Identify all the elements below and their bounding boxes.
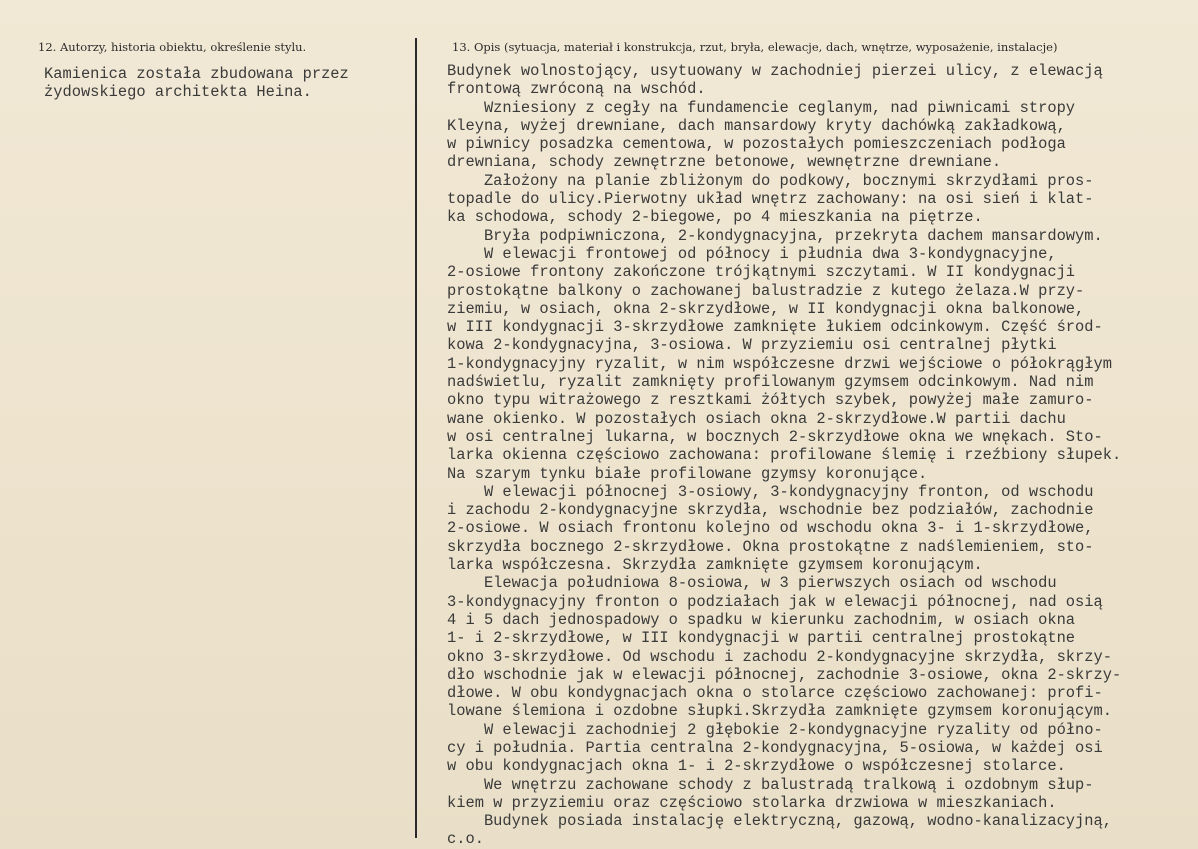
- section-13-heading: 13. Opis (sytuacja, materiał i konstrukcja, rzut, bryła, elewacje, dach, wnętrze, wyposażenie, instalacje): [452, 40, 1058, 54]
- text-line: Wzniesiony z cegły na fundamencie ceglanym, nad piwnicami stropy: [447, 98, 1076, 117]
- text-line: W elewacji północnej 3-osiowy, 3-kondygnacyjny fronton, od wschodu: [447, 482, 1094, 501]
- text-line: nadświetlu, ryzalit zamknięty profilowanym gzymsem odcinkowym. Nad nim: [447, 373, 1094, 392]
- text-line: topadle do ulicy.Pierwotny układ wnętrz zachowany: na osi sień i klat-: [447, 190, 1094, 209]
- text-line: i zachodu 2-kondygnacyjne skrzydła, wschodnie bez podziałów, zachodnie: [447, 501, 1094, 520]
- text-line: kowa 2-kondygnacyjna, 3-osiowa. W przyziemiu osi centralnej płytki: [447, 336, 1057, 355]
- text-line: skrzydła bocznego 2-skrzydłowe. Okna prostokątne z nadślemieniem, sto-: [447, 537, 1094, 556]
- text-line: Bryła podpiwniczona, 2-kondygnacyjna, przekryta dachem mansardowym.: [447, 226, 1103, 245]
- text-line: cy i południa. Partia centralna 2-kondygnacyjna, 5-osiowa, w każdej osi: [447, 738, 1103, 757]
- text-line: larka współczesna. Skrzydła zamknięte gzymsem koronującym.: [447, 556, 983, 575]
- description-text: [447, 62, 1121, 849]
- column-divider: [415, 38, 417, 838]
- text-line: Na szarym tynku białe profilowane gzymsy koronujące.: [447, 464, 928, 483]
- section-12-heading: 12. Autorzy, historia obiektu, określenie stylu.: [38, 40, 307, 54]
- authors-history-text: [44, 65, 349, 102]
- text-line: w III kondygnacji 3-skrzydłowe zamknięte łukiem odcinkowym. Część środ-: [447, 318, 1103, 337]
- text-line: W elewacji zachodniej 2 głębokie 2-kondygnacyjne ryzality od półno-: [447, 720, 1103, 739]
- text-line: okno typu witrażowego z resztkami żółtych szybek, powyżej małe zamuro-: [447, 391, 1094, 410]
- text-line: żydowskiego architekta Heina.: [44, 83, 312, 102]
- text-line: kiem w przyziemiu oraz częściowo stolarka drzwiowa w mieszkaniach.: [447, 793, 1057, 812]
- text-line: drewniana, schody zewnętrzne betonowe, wewnętrzne drewniane.: [447, 153, 1002, 172]
- text-line: wane okienko. W pozostałych osiach okna 2-skrzydłowe.W partii dachu: [447, 409, 1066, 428]
- text-line: w osi centralnej lukarna, w bocznych 2-skrzydłowe okna we wnękach. Sto-: [447, 427, 1103, 446]
- text-line: okno 3-skrzydłowe. Od wschodu i zachodu 2-kondygnacyjne skrzydła, skrzy-: [447, 647, 1112, 666]
- text-line: ziemiu, w osiach, okna 2-skrzydłowe, w II kondygnacji okna balkonowe,: [447, 299, 1085, 318]
- text-line: 1-kondygnacyjny ryzalit, w nim współczesne drzwi wejściowe o półokrągłym: [447, 354, 1112, 373]
- text-line: Założony na planie zbliżonym do podkowy, bocznymi skrzydłami pros-: [447, 171, 1094, 190]
- text-line: w piwnicy posadzka cementowa, w pozostałych pomieszczeniach podłoga: [447, 135, 1066, 154]
- text-line: 1- i 2-skrzydłowe, w III kondygnacji w partii centralnej prostokątne: [447, 629, 1076, 648]
- text-line: Kamienica została zbudowana przez: [44, 65, 349, 83]
- text-line: larka okienna częściowo zachowana: profilowane ślemię i rzeźbiony słupek.: [447, 446, 1122, 465]
- text-line: 2-osiowe. W osiach frontonu kolejno od wschodu okna 3- i 1-skrzydłowe,: [447, 519, 1094, 538]
- text-line: prostokątne balkony o zachowanej balustradzie z kutego żelaza.W przy-: [447, 281, 1085, 300]
- text-line: Budynek wolnostojący, usytuowany w zachodniej pierzei ulicy, z elewacją: [447, 62, 1103, 80]
- text-line: 4 i 5 dach jednospadowy o spadku w kierunku zachodnim, w osiach okna: [447, 610, 1076, 629]
- text-line: dło wschodnie jak w elewacji północnej, zachodnie 3-osiowe, okna 2-skrzy-: [447, 665, 1122, 684]
- text-line: ka schodowa, schody 2-biegowe, po 4 mieszkania na piętrze.: [447, 208, 983, 227]
- text-line: w obu kondygnacjach okna 1- i 2-skrzydłowe o współczesnej stolarce.: [447, 757, 1066, 776]
- text-line: c.o.: [447, 830, 484, 849]
- text-line: dłowe. W obu kondygnacjach okna o stolarce częściowo zachowanej: profi-: [447, 684, 1103, 703]
- text-line: We wnętrzu zachowane schody z balustradą tralkową i ozdobnym słup-: [447, 775, 1094, 794]
- text-line: Budynek posiada instalację elektryczną, gazową, wodno-kanalizacyjną,: [447, 812, 1112, 831]
- text-line: 3-kondygnacyjny fronton o podziałach jak w elewacji północnej, nad osią: [447, 592, 1103, 611]
- text-line: Kleyna, wyżej drewniane, dach mansardowy kryty dachówką zakładkową,: [447, 116, 1066, 135]
- text-line: lowane ślemiona i ozdobne słupki.Skrzydła zamknięte gzymsem koronującym.: [447, 702, 1112, 721]
- text-line: 2-osiowe frontony zakończone trójkątnymi szczytami. W II kondygnacji: [447, 263, 1076, 282]
- text-line: frontową zwróconą na wschód.: [447, 80, 706, 99]
- text-line: Elewacja południowa 8-osiowa, w 3 pierwszych osiach od wschodu: [447, 574, 1057, 593]
- text-line: W elewacji frontowej od północy i płudnia dwa 3-kondygnacyjne,: [447, 244, 1057, 263]
